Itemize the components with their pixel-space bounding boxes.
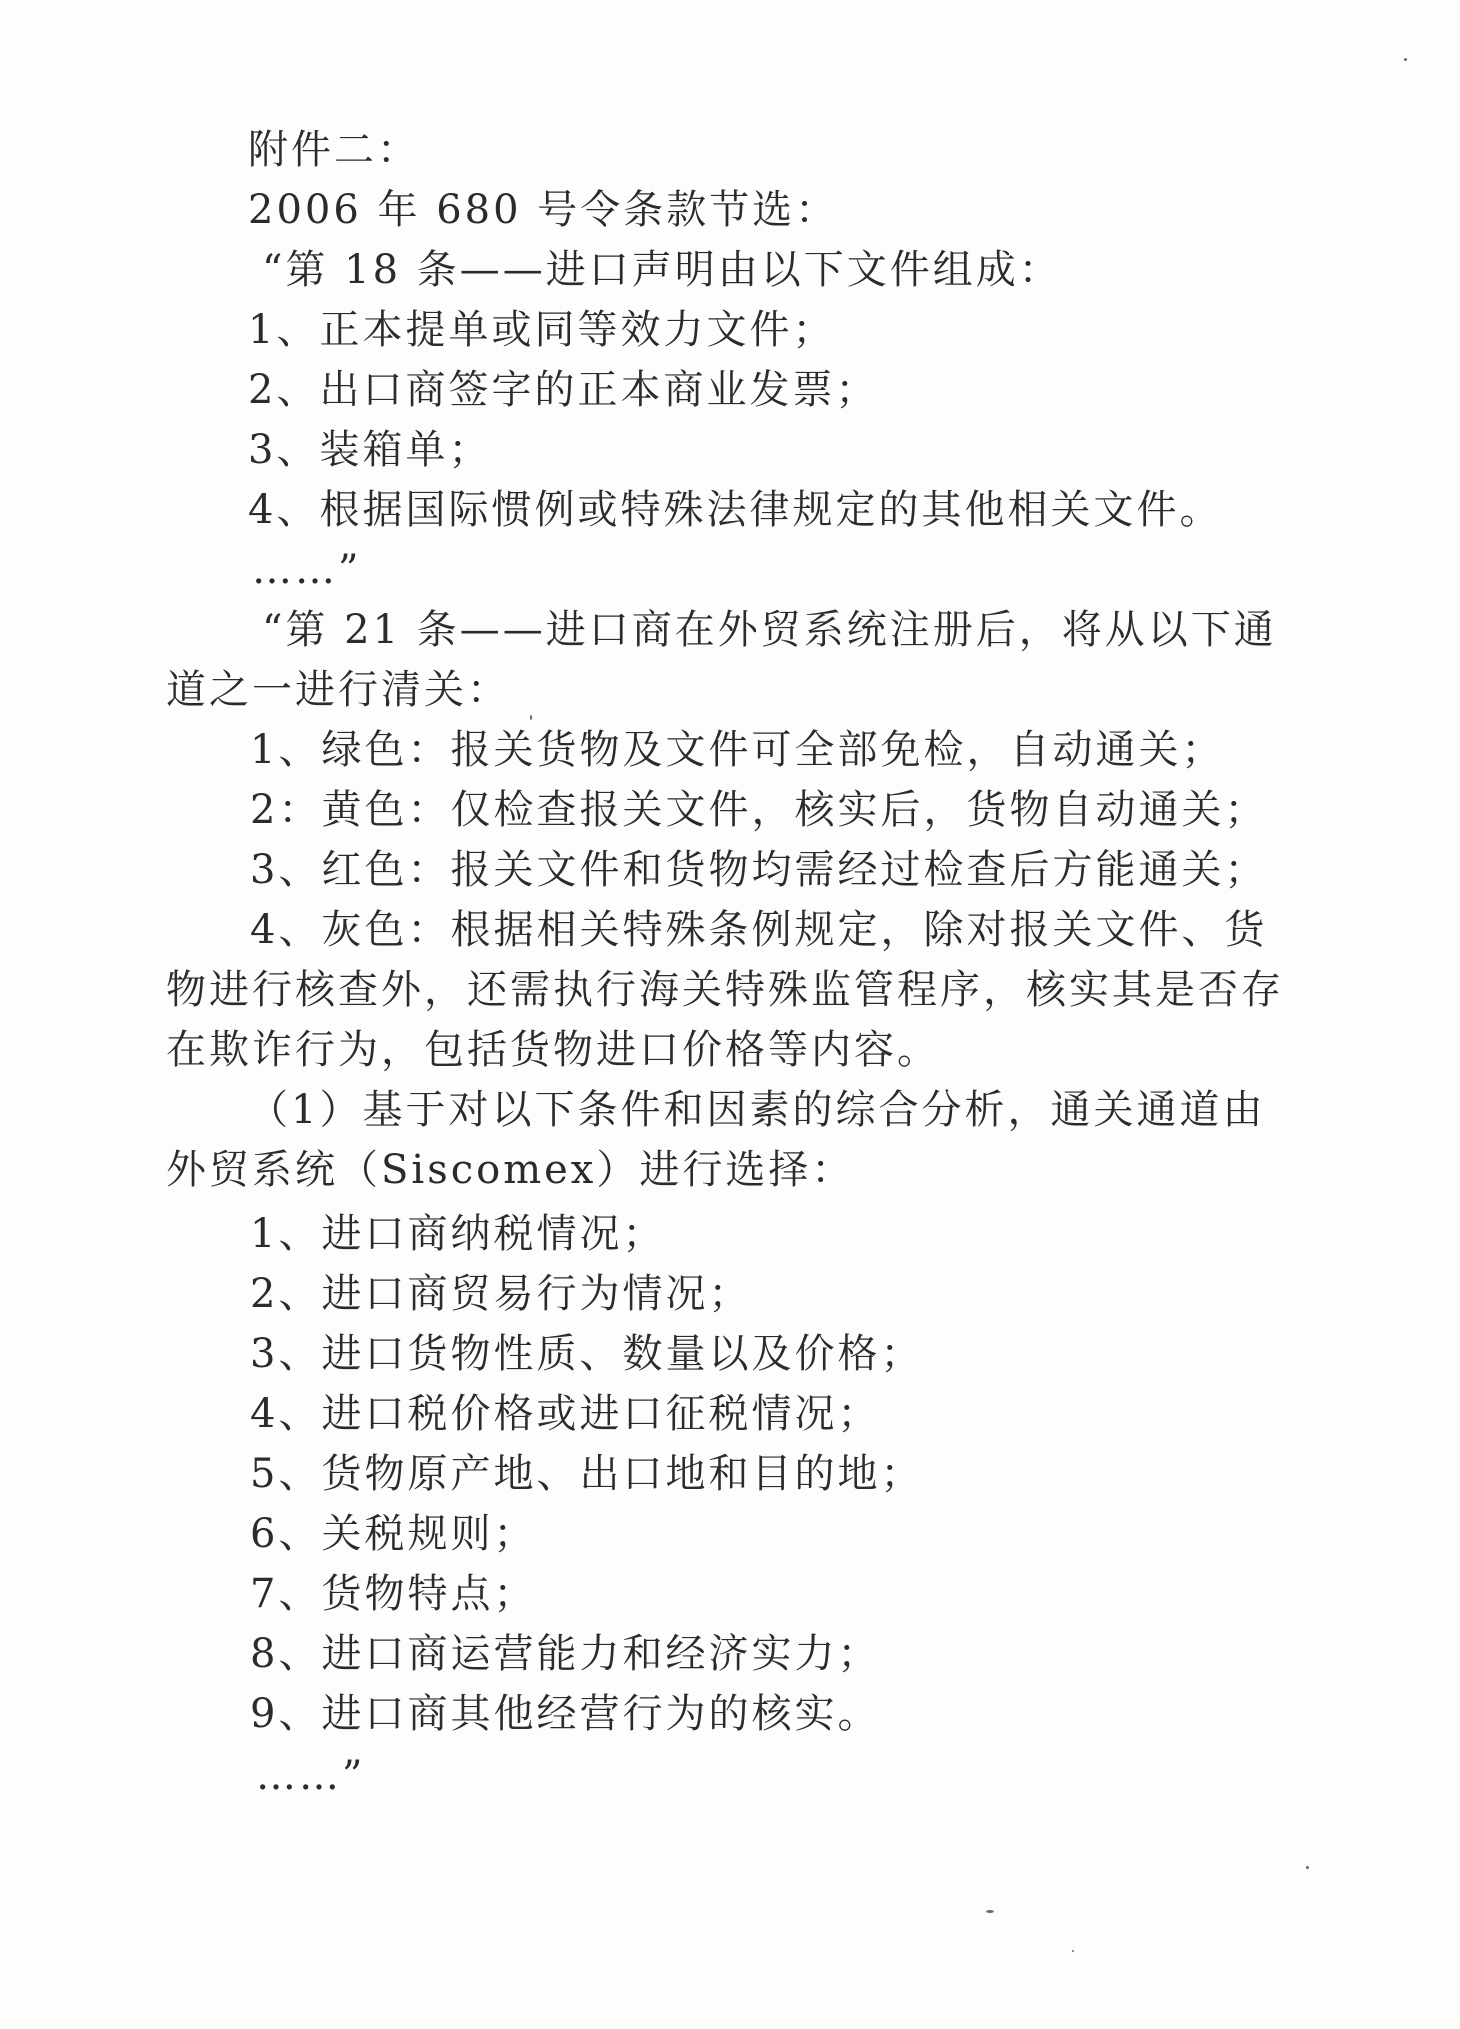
channel-gray-continued-2: 在欺诈行为，包括货物进口价格等内容。 xyxy=(166,1027,940,1073)
attachment-heading: 附件二： xyxy=(248,127,420,173)
channel-yellow: 2：黄色：仅检查报关文件，核实后，货物自动通关； xyxy=(250,787,1268,833)
channel-red: 3、红色：报关文件和货物均需经过检查后方能通关； xyxy=(250,847,1268,893)
article-21-intro-line-1: “第 21 条——进口商在外贸系统注册后，将从以下通 xyxy=(262,607,1277,653)
factor-6: 6、关税规则； xyxy=(250,1511,537,1557)
factor-8: 8、进口商运营能力和经济实力； xyxy=(250,1631,881,1677)
scan-speck xyxy=(530,715,532,720)
channel-gray: 4、灰色：根据相关特殊条例规定，除对报关文件、货 xyxy=(250,907,1268,953)
article-21-ellipsis: ……” xyxy=(256,1753,366,1799)
article-21-intro-line-2: 道之一进行清关： xyxy=(166,667,510,713)
article-18-item-3: 3、装箱单； xyxy=(248,427,492,473)
decree-subheading: 2006 年 680 号令条款节选： xyxy=(248,187,839,233)
factor-2: 2、进口商贸易行为情况； xyxy=(250,1271,752,1317)
factor-5: 5、货物原产地、出口地和目的地； xyxy=(250,1451,924,1497)
article-18-item-4: 4、根据国际惯例或特殊法律规定的其他相关文件。 xyxy=(248,487,1223,533)
factor-4: 4、进口税价格或进口征税情况； xyxy=(250,1391,881,1437)
clause-1-line-2: 外贸系统（Siscomex）进行选择： xyxy=(166,1147,855,1193)
article-18-item-1: 1、正本提单或同等效力文件； xyxy=(248,307,836,353)
factor-9: 9、进口商其他经营行为的核实。 xyxy=(250,1691,881,1737)
article-18-ellipsis: ……” xyxy=(252,547,362,593)
channel-gray-continued-1: 物进行核查外，还需执行海关特殊监管程序，核实其是否存 xyxy=(166,967,1284,1013)
scan-speck xyxy=(1072,1950,1074,1952)
article-18-intro: “第 18 条——进口声明由以下文件组成： xyxy=(262,247,1062,293)
clause-1-line-1: （1）基于对以下条件和因素的综合分析，通关通道由 xyxy=(248,1087,1266,1133)
channel-green: 1、绿色：报关货物及文件可全部免检，自动通关； xyxy=(250,727,1225,773)
scan-speck xyxy=(1404,58,1407,61)
article-18-item-2: 2、出口商签字的正本商业发票； xyxy=(248,367,879,413)
factor-7: 7、货物特点； xyxy=(250,1571,537,1617)
factor-3: 3、进口货物性质、数量以及价格； xyxy=(250,1331,924,1377)
factor-1: 1、进口商纳税情况； xyxy=(250,1211,666,1257)
scan-speck xyxy=(1306,1866,1309,1869)
scan-speck xyxy=(986,1910,994,1913)
